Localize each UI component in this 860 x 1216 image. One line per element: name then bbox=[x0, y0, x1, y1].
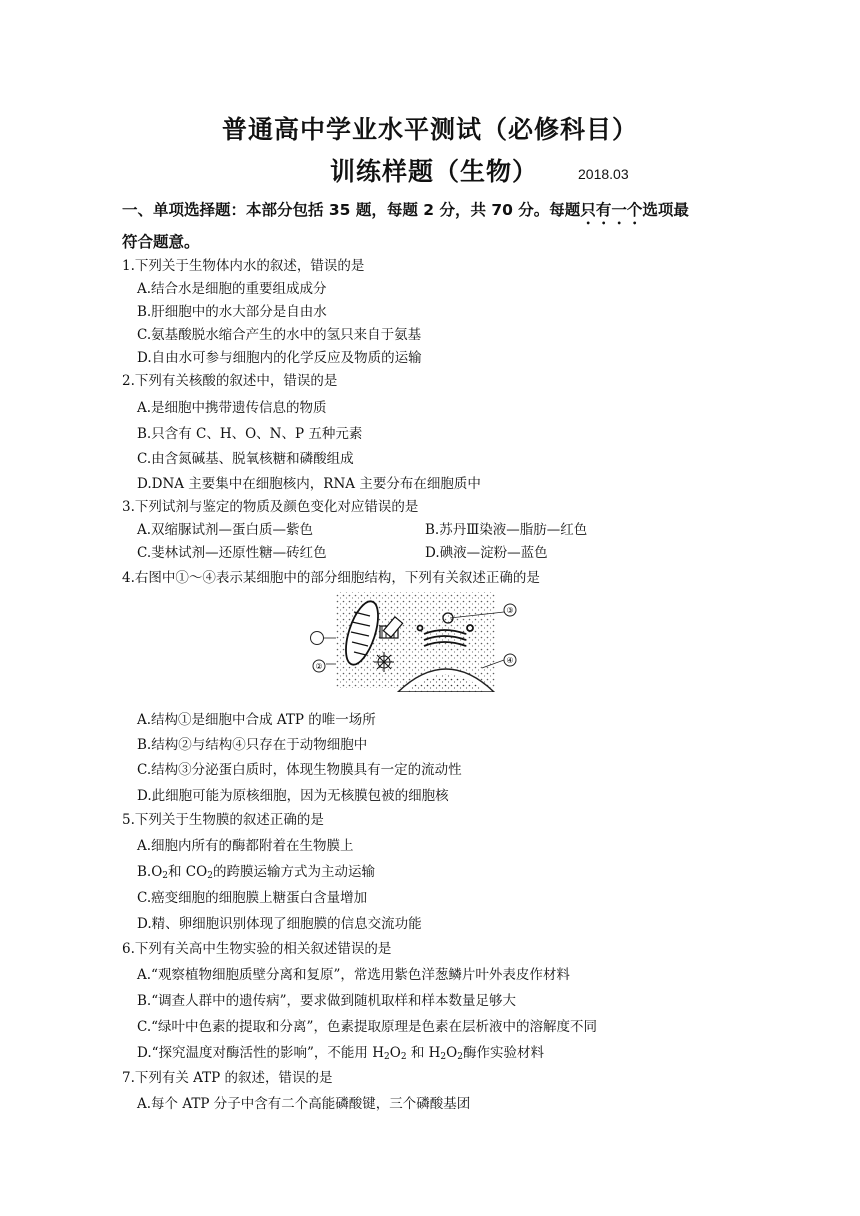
q3-option-b: B.苏丹Ⅲ染液—脂肪—红色 bbox=[425, 522, 588, 538]
q5-option-d: D.精、卵细胞识别体现了细胞膜的信息交流功能 bbox=[137, 916, 422, 932]
q1-option-c: C.氨基酸脱水缩合产生的水中的氢只来自于氨基 bbox=[137, 327, 422, 343]
q6-option-c: C.“绿叶中色素的提取和分离”，色素提取原理是色素在层析液中的溶解度不同 bbox=[137, 1019, 597, 1035]
question-1-stem: 1.下列关于生物体内水的叙述，错误的是 bbox=[122, 258, 365, 274]
q5-option-c: C.癌变细胞的细胞膜上糖蛋白含量增加 bbox=[137, 890, 368, 906]
q2-option-c: C.由含氮碱基、脱氧核糖和磷酸组成 bbox=[137, 451, 354, 467]
label-circle-1 bbox=[311, 632, 324, 645]
exam-title: 普通高中学业水平测试（必修科目） bbox=[221, 115, 638, 144]
section-instruction: 一、单项选择题：本部分包括 35 题，每题 2 分，共 70 分。每题只有一个选项最 bbox=[122, 201, 689, 219]
q4-option-c: C.结构③分泌蛋白质时，体现生物膜具有一定的流动性 bbox=[137, 762, 462, 778]
q1-option-d: D.自由水可参与细胞内的化学反应及物质的运输 bbox=[137, 350, 422, 366]
q4-option-a: A.结构①是细胞中合成 ATP 的唯一场所 bbox=[137, 712, 376, 728]
vesicle-star-shape bbox=[374, 652, 394, 672]
q7-option-a: A.每个 ATP 分子中含有二个高能磷酸键，三个磷酸基团 bbox=[137, 1096, 471, 1112]
section-instruction-cont: 符合题意。 bbox=[122, 233, 200, 251]
question-7-stem: 7.下列有关 ATP 的叙述，错误的是 bbox=[122, 1070, 333, 1086]
q4-option-b: B.结构②与结构④只存在于动物细胞中 bbox=[137, 737, 368, 753]
q5-option-b: $B.O_2$和 $CO_2$的跨膜运输方式为主动运输 bbox=[137, 864, 375, 881]
q1-option-a: A.结合水是细胞的重要组成成分 bbox=[137, 281, 327, 297]
q6-option-a: A.“观察植物细胞质壁分离和复原”，常选用紫色洋葱鳞片叶外表皮作材料 bbox=[137, 967, 570, 983]
q5-option-a: A.细胞内所有的酶都附着在生物膜上 bbox=[137, 838, 354, 854]
q6-option-b: B.“调查人群中的遗传病”，要求做到随机取样和样本数量足够大 bbox=[137, 993, 517, 1009]
question-3-stem: 3.下列试剂与鉴定的物质及颜色变化对应错误的是 bbox=[122, 499, 419, 515]
figure-label-4: ④ bbox=[506, 656, 514, 665]
q1-option-b: B.肝细胞中的水大部分是自由水 bbox=[137, 304, 327, 320]
q3-option-d: D.碘液—淀粉—蓝色 bbox=[425, 545, 548, 561]
q2-option-d: D.DNA 主要集中在细胞核内，RNA 主要分布在细胞质中 bbox=[137, 476, 481, 492]
q6-option-d: D.“探究温度对酶活性的影响”，不能用 $H_2O_2$ 和 $H_2O_2$酶作实验材料 bbox=[137, 1045, 544, 1062]
question-5-stem: 5.下列关于生物膜的叙述正确的是 bbox=[122, 812, 324, 828]
exam-subtitle: 训练样题（生物） bbox=[330, 157, 539, 186]
q4-option-d: D.此细胞可能为原核细胞，因为无核膜包被的细胞核 bbox=[137, 788, 449, 804]
figure-label-3: ③ bbox=[506, 606, 514, 615]
question-2-stem: 2.下列有关核酸的叙述中，错误的是 bbox=[122, 373, 338, 389]
figure-label-2: ② bbox=[315, 662, 323, 671]
question-6-stem: 6.下列有关高中生物实验的相关叙述错误的是 bbox=[122, 941, 392, 957]
question-4-stem: 4.右图中①～④表示某细胞中的部分细胞结构，下列有关叙述正确的是 bbox=[122, 570, 540, 586]
q3-option-c: C.斐林试剂—还原性糖—砖红色 bbox=[137, 545, 327, 561]
exam-date: 2018.03 bbox=[578, 166, 629, 182]
cell-structure-figure bbox=[306, 588, 524, 692]
q2-option-a: A.是细胞中携带遗传信息的物质 bbox=[137, 400, 327, 416]
emphasized-text: 只有一个 bbox=[580, 201, 643, 219]
q2-option-b: B.只含有 C、H、O、N、P 五种元素 bbox=[137, 426, 363, 442]
q3-option-a: A.双缩脲试剂—蛋白质—紫色 bbox=[137, 522, 314, 538]
